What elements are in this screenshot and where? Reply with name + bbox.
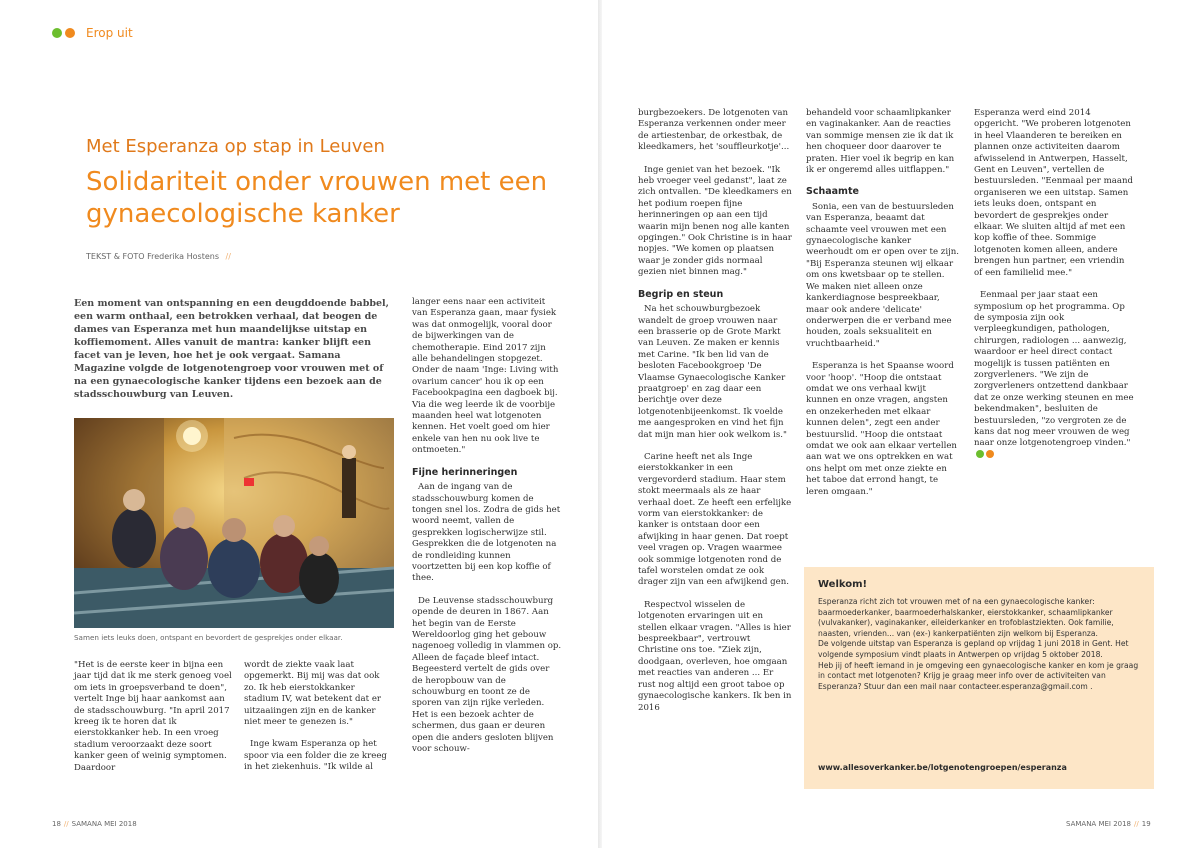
paragraph: behandeld voor schaamlipkanker en vaginakanker. Aan de reacties van sommige mensen zie ik dat ik hen choqueer door daarover te praten. Hier voel ik begrip en kan ik er ongeremd alles uitflappen." [806, 108, 955, 176]
paragraph: De Leuvense stadsschouwburg opende de deuren in 1867. Aan het begin van de Eerste Wereldoorlog ging het gebouw nagenoeg volledig in vlammen op. Alleen de façade bleef intact. Begeesterd vertelt de gids over de heropbouw van de schouwburg en toont ze de sporen van zijn rijke verleden. Het is een bezoek achter de schermen, dus gaan er deuren open die anders gesloten blijven voor schouw- [412, 595, 562, 755]
byline-label: TEKST & FOTO [86, 252, 145, 261]
paragraph: Carine heeft net als Inge eierstokkanker in een vergevorderd stadium. Haar stem stokt meermaals als ze haar verhaal doet. Ze heeft een erfelijke vorm van eierstokkanker: de kanker is ontstaan door een afwijking in haar genen. Dat roept veel vragen op. Vragen waarmee ook sommige lotgenoten rond de tafel worstelen omdat ze ook drager zijn van een afwijkend gen. [638, 451, 792, 588]
info-box [804, 567, 1154, 789]
article-title: Solidariteit onder vrouwen met een gynaecologische kanker [86, 167, 548, 229]
green-dot-icon [52, 28, 62, 38]
article-kicker: Met Esperanza op stap in Leuven [86, 136, 385, 157]
paragraph: Aan de ingang van de stadsschouwburg komen de tongen snel los. Zodra de gids het woord neemt, vallen de gesprekken logischerwijze stil. Gesprekken die de lotgenoten na de rondleiding kunnen voortzetten bij een kop koffie of thee. [412, 482, 561, 584]
info-box-paragraph: De volgende uitstap van Esperanza is gepland op vrijdag 1 juni 2018 in Gent. Het volgende symposium vindt plaats in Antwerpen op vrijdag 5 oktober 2018. [818, 639, 1129, 659]
column-6 [974, 108, 1134, 462]
page-spine [598, 0, 602, 848]
paragraph: langer eens naar een activiteit van Esperanza gaan, maar fysiek was dat onmogelijk, vooral door de bijwerkingen van de chemotherapie. Eind 2017 zijn alle behandelingen stopgezet. Onder de naam 'Inge: Living with ovarium cancer' hou ik op een Facebookpagina een dagboek bij. Via die weg leerde ik de voorbije maanden heel wat lotgenoten kennen. Het voelt goed om hier enkele van hen nu ook live te ontmoeten." [412, 297, 559, 456]
info-box-text [818, 597, 1144, 692]
byline-name: Frederika Hostens [147, 252, 219, 261]
info-box-paragraph: Heb jij of heeft iemand in je omgeving een gynaecologische kanker en kom je graag in contact met lotgenoten? Krijg je graag meer info over de activiteiten van Esperanza? Stuur dan een mail naar contacteer.esperanza@gmail.com . [818, 660, 1139, 691]
subheading: Fijne herinneringen [412, 466, 518, 478]
paragraph: Esperanza werd eind 2014 opgericht. "We proberen lotgenoten in heel Vlaanderen te bereiken en plannen onze activiteiten daarom afwisselend in Antwerpen, Hasselt, Gent en Leuven", vertellen de bestuursleden. "Eenmaal per maand organiseren we een uitstap. Samen iets leuks doen, ontspant en bevordert de gesprekjes onder elkaar. We sluiten altijd af met een kop koffie of thee. Sommige lotgenoten komen alleen, andere brengen hun partner, een vriendin of een familielid mee." [974, 108, 1134, 278]
info-box-title: Welkom! [818, 579, 868, 590]
section-label: Erop uit [86, 26, 133, 40]
info-box-paragraph: Esperanza richt zich tot vrouwen met of na een gynaecologische kanker: baarmoederkanker, baarmoederhalskanker, eierstokkanker, schaamlipkanker (vulvakanker), vaginakanker, eileiderkanker en trofoblastziekten. Ook familie, naasten, vrienden... van (ex-) kankerpatiënten zijn welkom bij Esperanza. [818, 597, 1114, 638]
paragraph: Respectvol wisselen de lotgenoten ervaringen uit en stellen elkaar vragen. "Alles is hier bespreekbaar", vertrouwt Christine ons toe. "Ziek zijn, doodgaan, overleven, hoe omgaan met reacties van anderen ... Er rust nog altijd een groot taboe op gynaecologische kankers. Ik ben in 2016 [638, 599, 792, 713]
footer-right-label: SAMANA MEI 2018 [1066, 820, 1132, 828]
slash-icon: // [63, 820, 69, 828]
orange-dot-icon [65, 28, 75, 38]
subheading: Begrip en steun [638, 288, 724, 300]
column-1 [74, 660, 232, 774]
footer-left-label: SAMANA MEI 2018 [71, 820, 137, 828]
section-dots-icon [52, 28, 75, 38]
article-photo [74, 418, 394, 628]
footer-left [52, 820, 137, 828]
paragraph: wordt de ziekte vaak laat opgemerkt. Bij mij was dat ook zo. Ik heb eierstokkanker stadium IV, wat betekent dat er uitzaaiingen zijn en de kanker niet meer te genezen is." [244, 660, 382, 728]
footer-right [1066, 820, 1151, 828]
paragraph: "Het is de eerste keer in bijna een jaar tijd dat ik me sterk genoeg voel om iets in groepsverband te doen", vertelt Inge bij haar aankomst aan de stadsschouwburg. "In april 2017 kreeg ik te horen dat ik eierstokkanker heb. In een vroeg stadium veroorzaakt deze soort kanker geen of weinig symptomen. Daardoor [74, 660, 232, 773]
theatre-visit-photo-icon [74, 418, 394, 628]
column-3 [412, 297, 562, 755]
column-4 [638, 108, 792, 714]
page-number-left: 18 [52, 820, 61, 828]
byline [86, 252, 231, 261]
paragraph: Inge geniet van het bezoek. "Ik heb vroeger veel gedanst", laat ze zich ontvallen. "De kleedkamers en het podium roepen fijne herinneringen op aan een tijd waarin mijn benen nog alle kanten opgingen." Ook Christine is in haar nopjes. "We komen op plaatsen waar je zonder gids normaal gezien niet binnen mag." [638, 164, 792, 278]
paragraph [974, 290, 1134, 462]
paragraph: burgbezoekers. De lotgenoten van Esperanza verkennen onder meer de artiestenbar, de orkestbak, de kleedkamers, het 'souffleurkotje'... [638, 108, 790, 153]
slash-icon: // [225, 252, 231, 261]
paragraph: Esperanza is het Spaanse woord voor 'hoop'. "Hoop die ontstaat omdat we ons verhaal kwijt kunnen en onze vragen, angsten en onzekerheden met elkaar kunnen delen", zegt een ander bestuurslid. "Hoop die ontstaat omdat we ook aan elkaar vertellen aan wat we ons optrekken en wat ons helpt om met onze ziekte en het taboe dat errond hangt, te leren omgaan." [806, 361, 957, 497]
article-intro: Een moment van ontspanning en een deugddoende babbel, een warm onthaal, een betrokken verhaal, dat beogen de dames van Esperanza met hun maandelijkse uitstap en koffiemoment. Alles vanuit de mantra: kanker blijft een facet van je leven, hoe het je ook vergaat. Samana Magazine volgde de lotgenotengroep voor vrouwen met of na een gynaecologische kanker tijdens een bezoek aan de stadsschouwburg van Leuven. [74, 298, 389, 400]
column-2 [244, 660, 392, 774]
end-mark-icon [974, 451, 994, 461]
paragraph: Sonia, een van de bestuursleden van Esperanza, beaamt dat schaamte veel vrouwen met een gynaecologische kanker weerhoudt om er open over te zijn. "Bij Esperanza steunen wij elkaar om ons kwetsbaar op te stellen. We maken niet alleen onze kankerdiagnose bespreekbaar, maar ook andere 'delicate' onderwerpen die er verband mee houden, zoals seksualiteit en vruchtbaarheid." [806, 201, 960, 349]
paragraph-text: Eenmaal per jaar staat een symposium op het programma. Op de symposia zijn ook verpleegkundigen, pathologen, chirurgen, radiologen ... aanwezig, waardoor er heel direct contact mogelijk is tussen patiënten en zorgverleners. "We zijn de zorgverleners ontzettend dankbaar dat ze onze werking steunen en mee bekendmaken", besluiten de bestuursleden, "zo vergroten ze de kans dat nog meer vrouwen de weg naar onze lotgenotengroep vinden." [974, 290, 1134, 449]
page-number-right: 19 [1141, 820, 1151, 828]
slash-icon: // [1134, 820, 1139, 828]
subheading: Schaamte [806, 186, 859, 198]
paragraph: Na het schouwburgbezoek wandelt de groep vrouwen naar een brasserie op de Grote Markt van Leuven. Ze maken er kennis met Carine. "Ik ben lid van de besloten Facebookgroep 'De Vlaamse Gynaecologische Kanker praatgroep' en zag daar een berichtje over deze lotgenotenbijeenkomst. Ik voelde me aangesproken en vind het fijn dat mijn man hier ook welkom is." [638, 304, 787, 440]
column-5 [806, 108, 960, 498]
paragraph: Inge kwam Esperanza op het spoor via een folder die ze kreeg in het ziekenhuis. "Ik wilde al [244, 739, 387, 773]
website-link[interactable]: www.allesoverkanker.be/lotgenotengroepen/esperanza [818, 763, 1067, 772]
photo-caption: Samen iets leuks doen, ontspant en bevordert de gesprekjes onder elkaar. [74, 633, 343, 642]
